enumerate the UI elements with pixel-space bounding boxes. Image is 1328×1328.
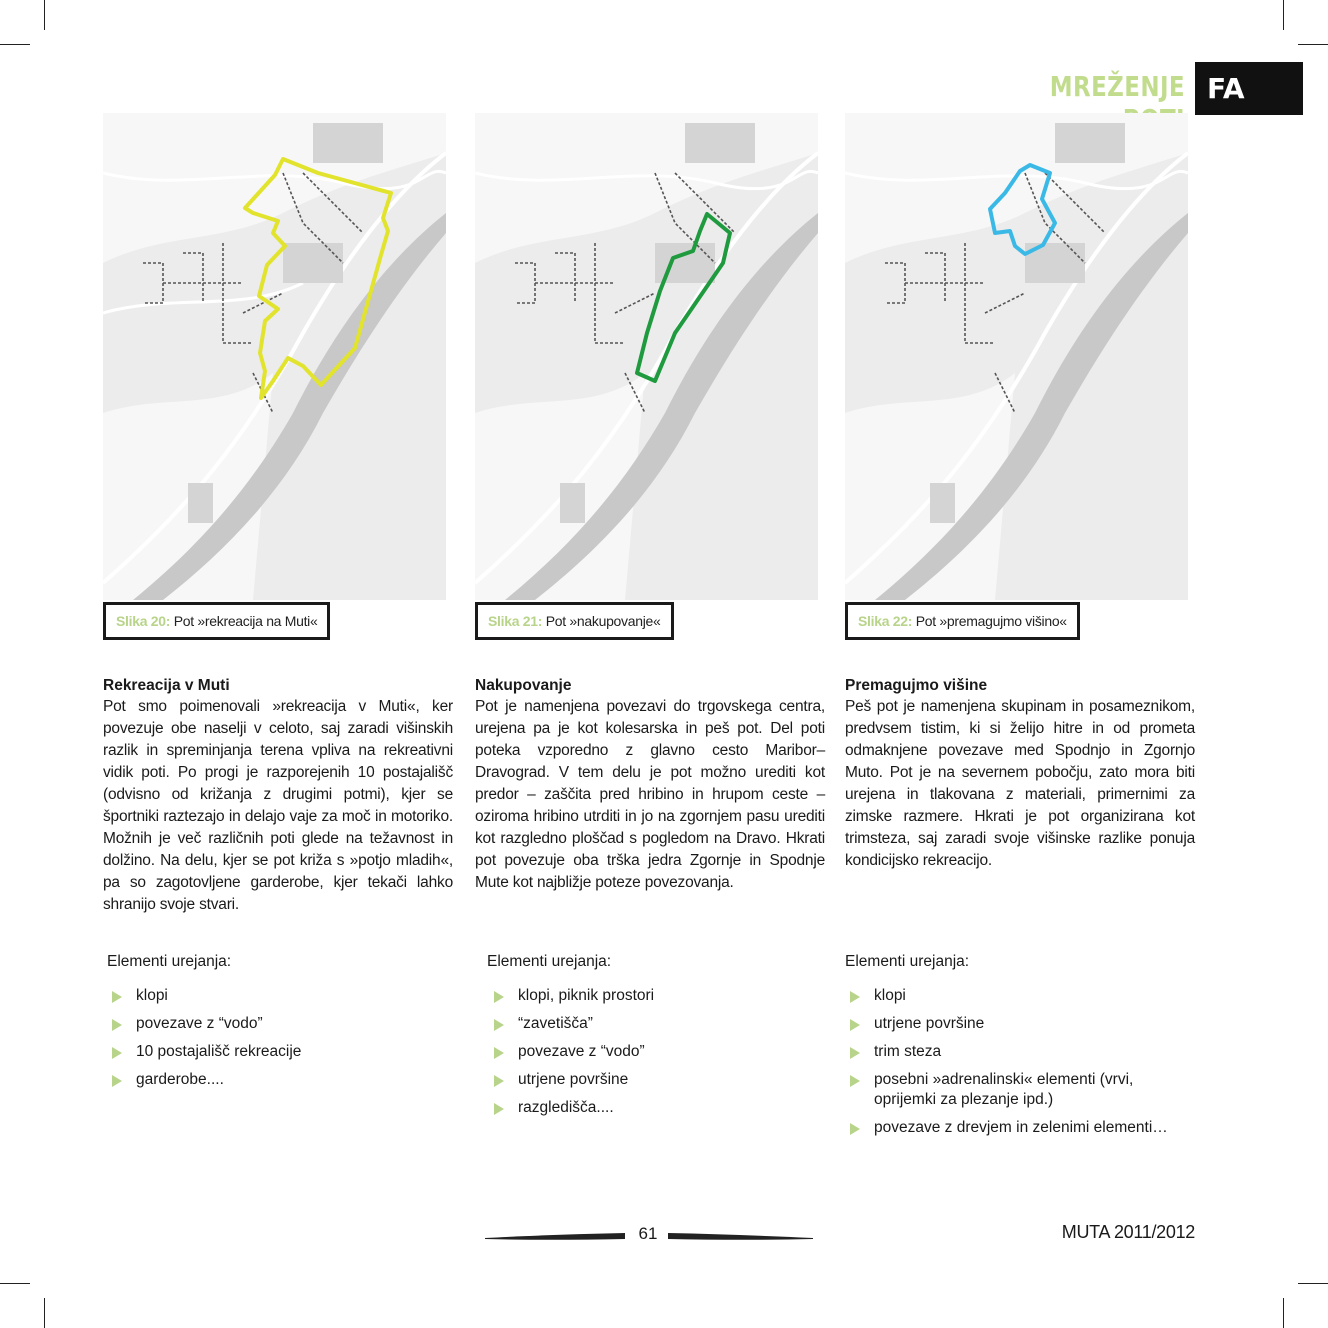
column-heading: Premagujmo višine xyxy=(845,677,988,694)
bullet-triangle-icon xyxy=(112,1075,122,1087)
publication-title: MUTA 2011/2012 xyxy=(1061,1222,1195,1242)
list-item: klopi, piknik prostori xyxy=(488,986,818,1006)
bullet-triangle-icon xyxy=(112,1047,122,1059)
bullet-triangle-icon xyxy=(850,1047,860,1059)
bullet-triangle-icon xyxy=(494,1019,504,1031)
list-item: povezave z “vodo” xyxy=(488,1042,818,1062)
column-heading: Nakupovanje xyxy=(475,677,572,694)
crop-mark xyxy=(1283,1298,1284,1328)
caption-text: Pot »nakupovanje« xyxy=(545,613,661,629)
list-item: trim steza xyxy=(844,1042,1194,1062)
caption-text: Pot »premagujmo višino« xyxy=(915,613,1067,629)
section-title: MREŽENJE xyxy=(1049,70,1185,103)
crop-mark xyxy=(0,1283,30,1284)
caption-label: Slika 22: xyxy=(858,613,913,629)
elements-list xyxy=(488,986,818,1126)
figure-caption-20 xyxy=(103,602,330,640)
figure-caption-22 xyxy=(845,602,1080,640)
section-tag: FA xyxy=(1195,62,1303,115)
map-figure-20 xyxy=(103,113,446,600)
bullet-triangle-icon xyxy=(494,1075,504,1087)
list-item: 10 postajališč rekreacije xyxy=(106,1042,446,1062)
caption-label: Slika 21: xyxy=(488,613,543,629)
bullet-triangle-icon xyxy=(112,1019,122,1031)
column-shopping xyxy=(475,676,825,894)
elements-list xyxy=(106,986,446,1098)
elements-title: Elementi urejanja: xyxy=(107,953,232,970)
list-item: utrjene površine xyxy=(844,1014,1194,1034)
bullet-triangle-icon xyxy=(850,991,860,1003)
column-body: Pot je namenjena povezavi do trgovskega centra, urejena pa je kot kolesarska in peš pot. Del poti poteka vzporedno z glavno cesto Maribor–Dravograd. V tem delu je pot možno urediti kot predor – zaščita pred hribino in hrupom ceste – oziroma hribino utrditi in jo na zgornjem pasu urediti kot razgledno ploščad s pogledom na Dravo. Hkrati pot povezuje oba trška jedra Zgornje in Spodnje Mute kot najbližje poteze povezovanja. xyxy=(475,698,825,891)
map-figure-21 xyxy=(475,113,818,600)
column-recreation xyxy=(103,676,453,916)
bullet-triangle-icon xyxy=(112,991,122,1003)
map-figure-22 xyxy=(845,113,1188,600)
list-item: razgledišča.... xyxy=(488,1098,818,1118)
column-body: Pot smo poimenovali »rekreacija v Muti«, ker povezuje obe naselji v celoto, saj zaradi višinskih razlik in spreminjanja terena vpliva na rekreativni vidik poti. Po progi je razporejenih 10 postajališč (odvisno od križanja z drugimi potmi), kjer se športniki raztezajo in delajo vaje za moč in motoriko. Možnih je več različnih poti glede na težavnost in dolžino. Na delu, kjer se pot križa s »potjo mladih«, pa so zagotovljene garderobe, kjer tekači lahko shranijo svoje stvari. xyxy=(103,698,453,913)
bullet-triangle-icon xyxy=(494,1103,504,1115)
bullet-triangle-icon xyxy=(850,1075,860,1087)
crop-mark xyxy=(0,44,30,45)
crop-mark xyxy=(44,0,45,30)
column-heading: Rekreacija v Muti xyxy=(103,677,230,694)
bullet-triangle-icon xyxy=(850,1123,860,1135)
list-item: klopi xyxy=(844,986,1194,1006)
column-body: Peš pot je namenjena skupinam in posameznikom, predvsem tistim, ki si želijo hitre in od prometa odmaknjene povezave med Spodnjo in Zgornjo Muto. Pot je na severnem pobočju, zato mora biti urejena in tlakovana z materiali, primernimi za zimske razmere. Hkrati je pot organizirana kot trimsteza, saj zaradi svoje višinske razlike ponuja kondicijsko rekreacijo. xyxy=(845,698,1195,869)
list-item: klopi xyxy=(106,986,446,1006)
bullet-triangle-icon xyxy=(494,991,504,1003)
caption-label: Slika 20: xyxy=(116,613,171,629)
crop-mark xyxy=(1298,1283,1328,1284)
map-drawing xyxy=(845,113,1188,600)
elements-title: Elementi urejanja: xyxy=(845,953,970,970)
map-drawing xyxy=(475,113,818,600)
crop-mark xyxy=(44,1298,45,1328)
list-item: povezave z drevjem in zelenimi elementi… xyxy=(844,1118,1194,1138)
footer-brush-stroke-right xyxy=(668,1230,813,1244)
list-item: “zavetišča” xyxy=(488,1014,818,1034)
elements-list xyxy=(844,986,1194,1146)
list-item: garderobe.... xyxy=(106,1070,446,1090)
map-drawing xyxy=(103,113,446,600)
list-item: utrjene površine xyxy=(488,1070,818,1090)
list-item: povezave z “vodo” xyxy=(106,1014,446,1034)
crop-mark xyxy=(1298,44,1328,45)
caption-text: Pot »rekreacija na Muti« xyxy=(173,613,318,629)
elements-title: Elementi urejanja: xyxy=(487,953,612,970)
page-number: 61 xyxy=(638,1224,658,1243)
footer-brush-stroke-left xyxy=(485,1230,625,1244)
figure-caption-21 xyxy=(475,602,674,640)
list-item: posebni »adrenalinski« elementi (vrvi, oprijemki za plezanje ipd.) xyxy=(844,1070,1194,1110)
bullet-triangle-icon xyxy=(494,1047,504,1059)
bullet-triangle-icon xyxy=(850,1019,860,1031)
column-elevation xyxy=(845,676,1195,872)
crop-mark xyxy=(1283,0,1284,30)
